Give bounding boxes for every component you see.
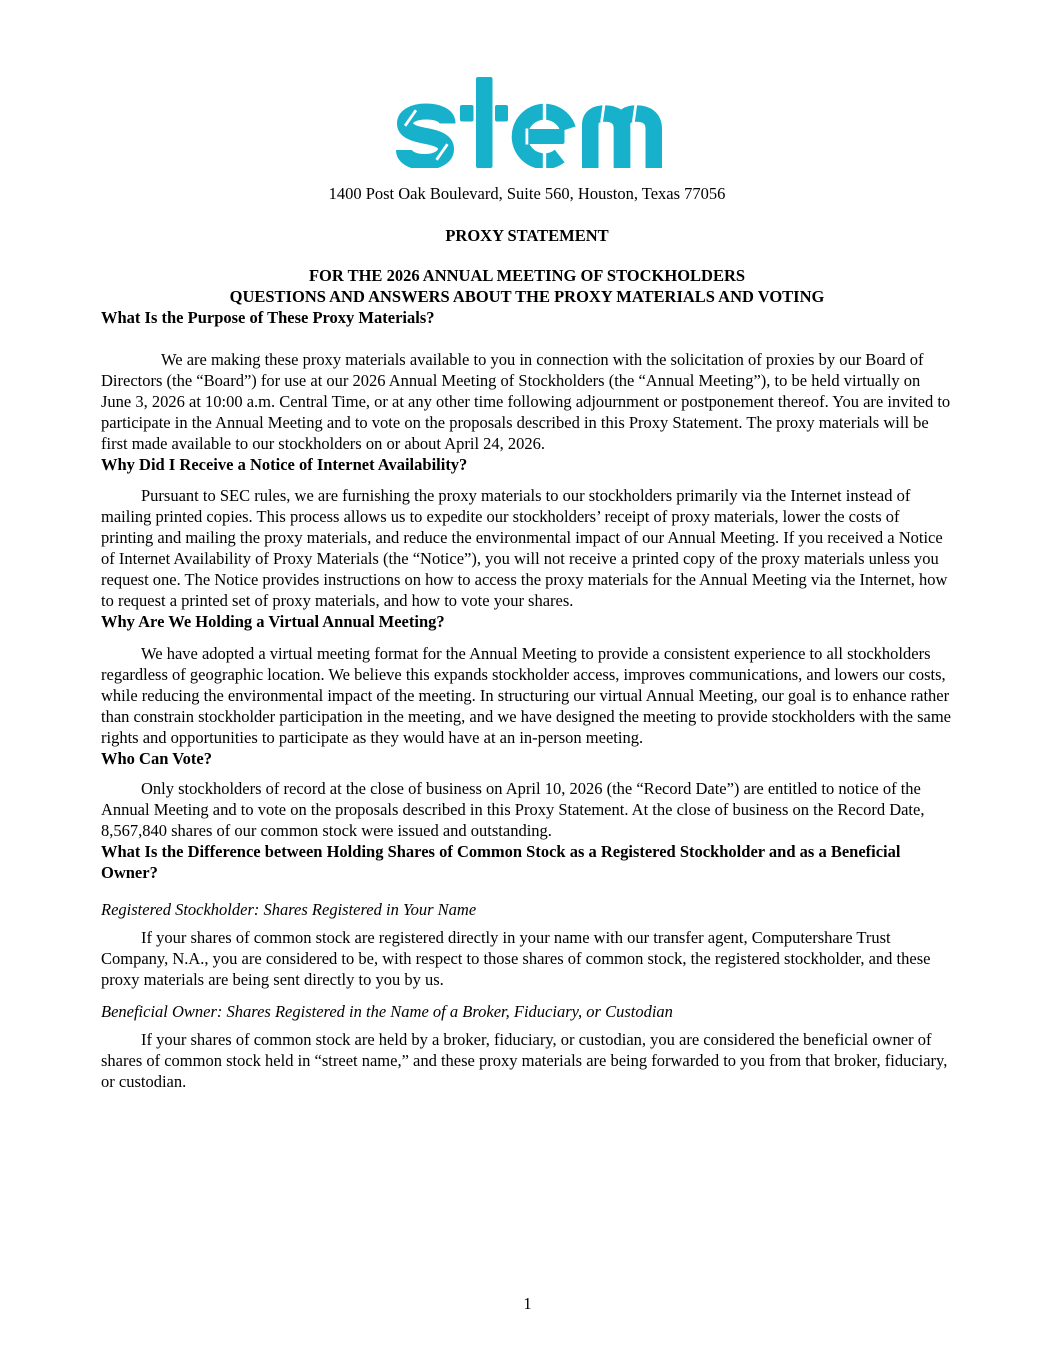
paragraph-notice: Pursuant to SEC rules, we are furnishing the proxy materials to our stockholders primarily via the Internet instead of mailing printed copies. This process allows us to expedite our stockholders’ receipt of proxy materials, lower the costs of printing and mailing the proxy materials, and reduce the environmental impact of our Annual Meeting. If you received a Notice of Internet Availability of Proxy Materials (the “Notice”), you will not receive a printed copy of the proxy materials unless you request one. The Notice provides instructions on how to access the proxy materials for the Annual Meeting via the Internet, how to request a printed set of proxy materials, and how to vote your shares.	[101, 486, 948, 610]
section-heading-purpose: What Is the Purpose of These Proxy Materials?	[101, 308, 435, 327]
paragraph-who-can-vote: Only stockholders of record at the close of business on April 10, 2026 (the “Record Date”) are entitled to notice of the Annual Meeting and to vote on the proposals described in this Proxy Statement. At the close of business on the Record Date, 8,567,840 shares of our common stock were issued and outstanding.	[101, 779, 925, 840]
subtitle-line-annual-meeting: FOR THE 2026 ANNUAL MEETING OF STOCKHOLDERS	[308, 266, 746, 285]
section-notice-internet-availability	[101, 454, 953, 611]
document-title: PROXY STATEMENT	[445, 226, 609, 245]
document-subtitle	[101, 265, 953, 307]
paragraph-beneficial-owner: If your shares of common stock are held by a broker, fiduciary, or custodian, you are considered the beneficial owner of shares of common stock held in “street name,” and these proxy materials are being forwarded to you from that broker, fiduciary, or custodian.	[101, 1030, 948, 1091]
paragraph-virtual-meeting: We have adopted a virtual meeting format for the Annual Meeting to provide a consistent experience to all stockholders regardless of geographic location. We believe this expands stockholder access, improves communications, and lowers our costs, while reducing the environmental impact of the meeting. In structuring our virtual Annual Meeting, our goal is to enhance rather than constrain stockholder participation in the meeting, and we have designed the meeting to provide stockholders with the same rights and opportunities to participate as they would have at an in-person meeting.	[101, 644, 951, 747]
paragraph-purpose: We are making these proxy materials available to you in connection with the solicitation of proxies by our Board of Directors (the “Board”) for use at our 2026 Annual Meeting of Stockholders (the “Annual Meeting”), to be held virtually on June 3, 2026 at 10:00 a.m. Central Time, or at any other time following adjournment or postponement thereof. You are invited to participate in the Annual Meeting and to vote on the proposals described in this Proxy Statement. The proxy materials will be first made available to our stockholders on or about April 24, 2026.	[101, 350, 951, 453]
subtitle-line-questions-answers: QUESTIONS AND ANSWERS ABOUT THE PROXY MATERIALS AND VOTING	[229, 287, 825, 306]
stem-logo-image	[392, 77, 662, 168]
paragraph-registered-stockholder: If your shares of common stock are registered directly in your name with our transfer agent, Computershare Trust Company, N.A., you are considered to be, with respect to those shares of common stock, the registered stockholder, and these proxy materials are being sent directly to you by us.	[101, 928, 931, 989]
subheading-registered-stockholder: Registered Stockholder: Shares Registered in Your Name	[101, 900, 477, 919]
section-virtual-meeting	[101, 611, 953, 748]
section-heading-who-can-vote: Who Can Vote?	[101, 749, 212, 768]
section-heading-registered-vs-beneficial: What Is the Difference between Holding Shares of Common Stock as a Registered Stockholder and as a Beneficial Owner?	[101, 842, 901, 882]
company-address: 1400 Post Oak Boulevard, Suite 560, Houston, Texas 77056	[328, 184, 726, 203]
section-purpose	[101, 307, 953, 454]
stem-logo	[392, 77, 662, 168]
section-who-can-vote	[101, 748, 953, 841]
section-registered-vs-beneficial	[101, 841, 953, 1092]
document-body	[101, 307, 953, 1092]
page-number: 1	[523, 1294, 532, 1313]
section-heading-virtual-meeting: Why Are We Holding a Virtual Annual Meeting?	[101, 612, 445, 631]
section-heading-notice: Why Did I Receive a Notice of Internet Availability?	[101, 455, 468, 474]
subheading-beneficial-owner: Beneficial Owner: Shares Registered in the Name of a Broker, Fiduciary, or Custodian	[101, 1002, 673, 1021]
